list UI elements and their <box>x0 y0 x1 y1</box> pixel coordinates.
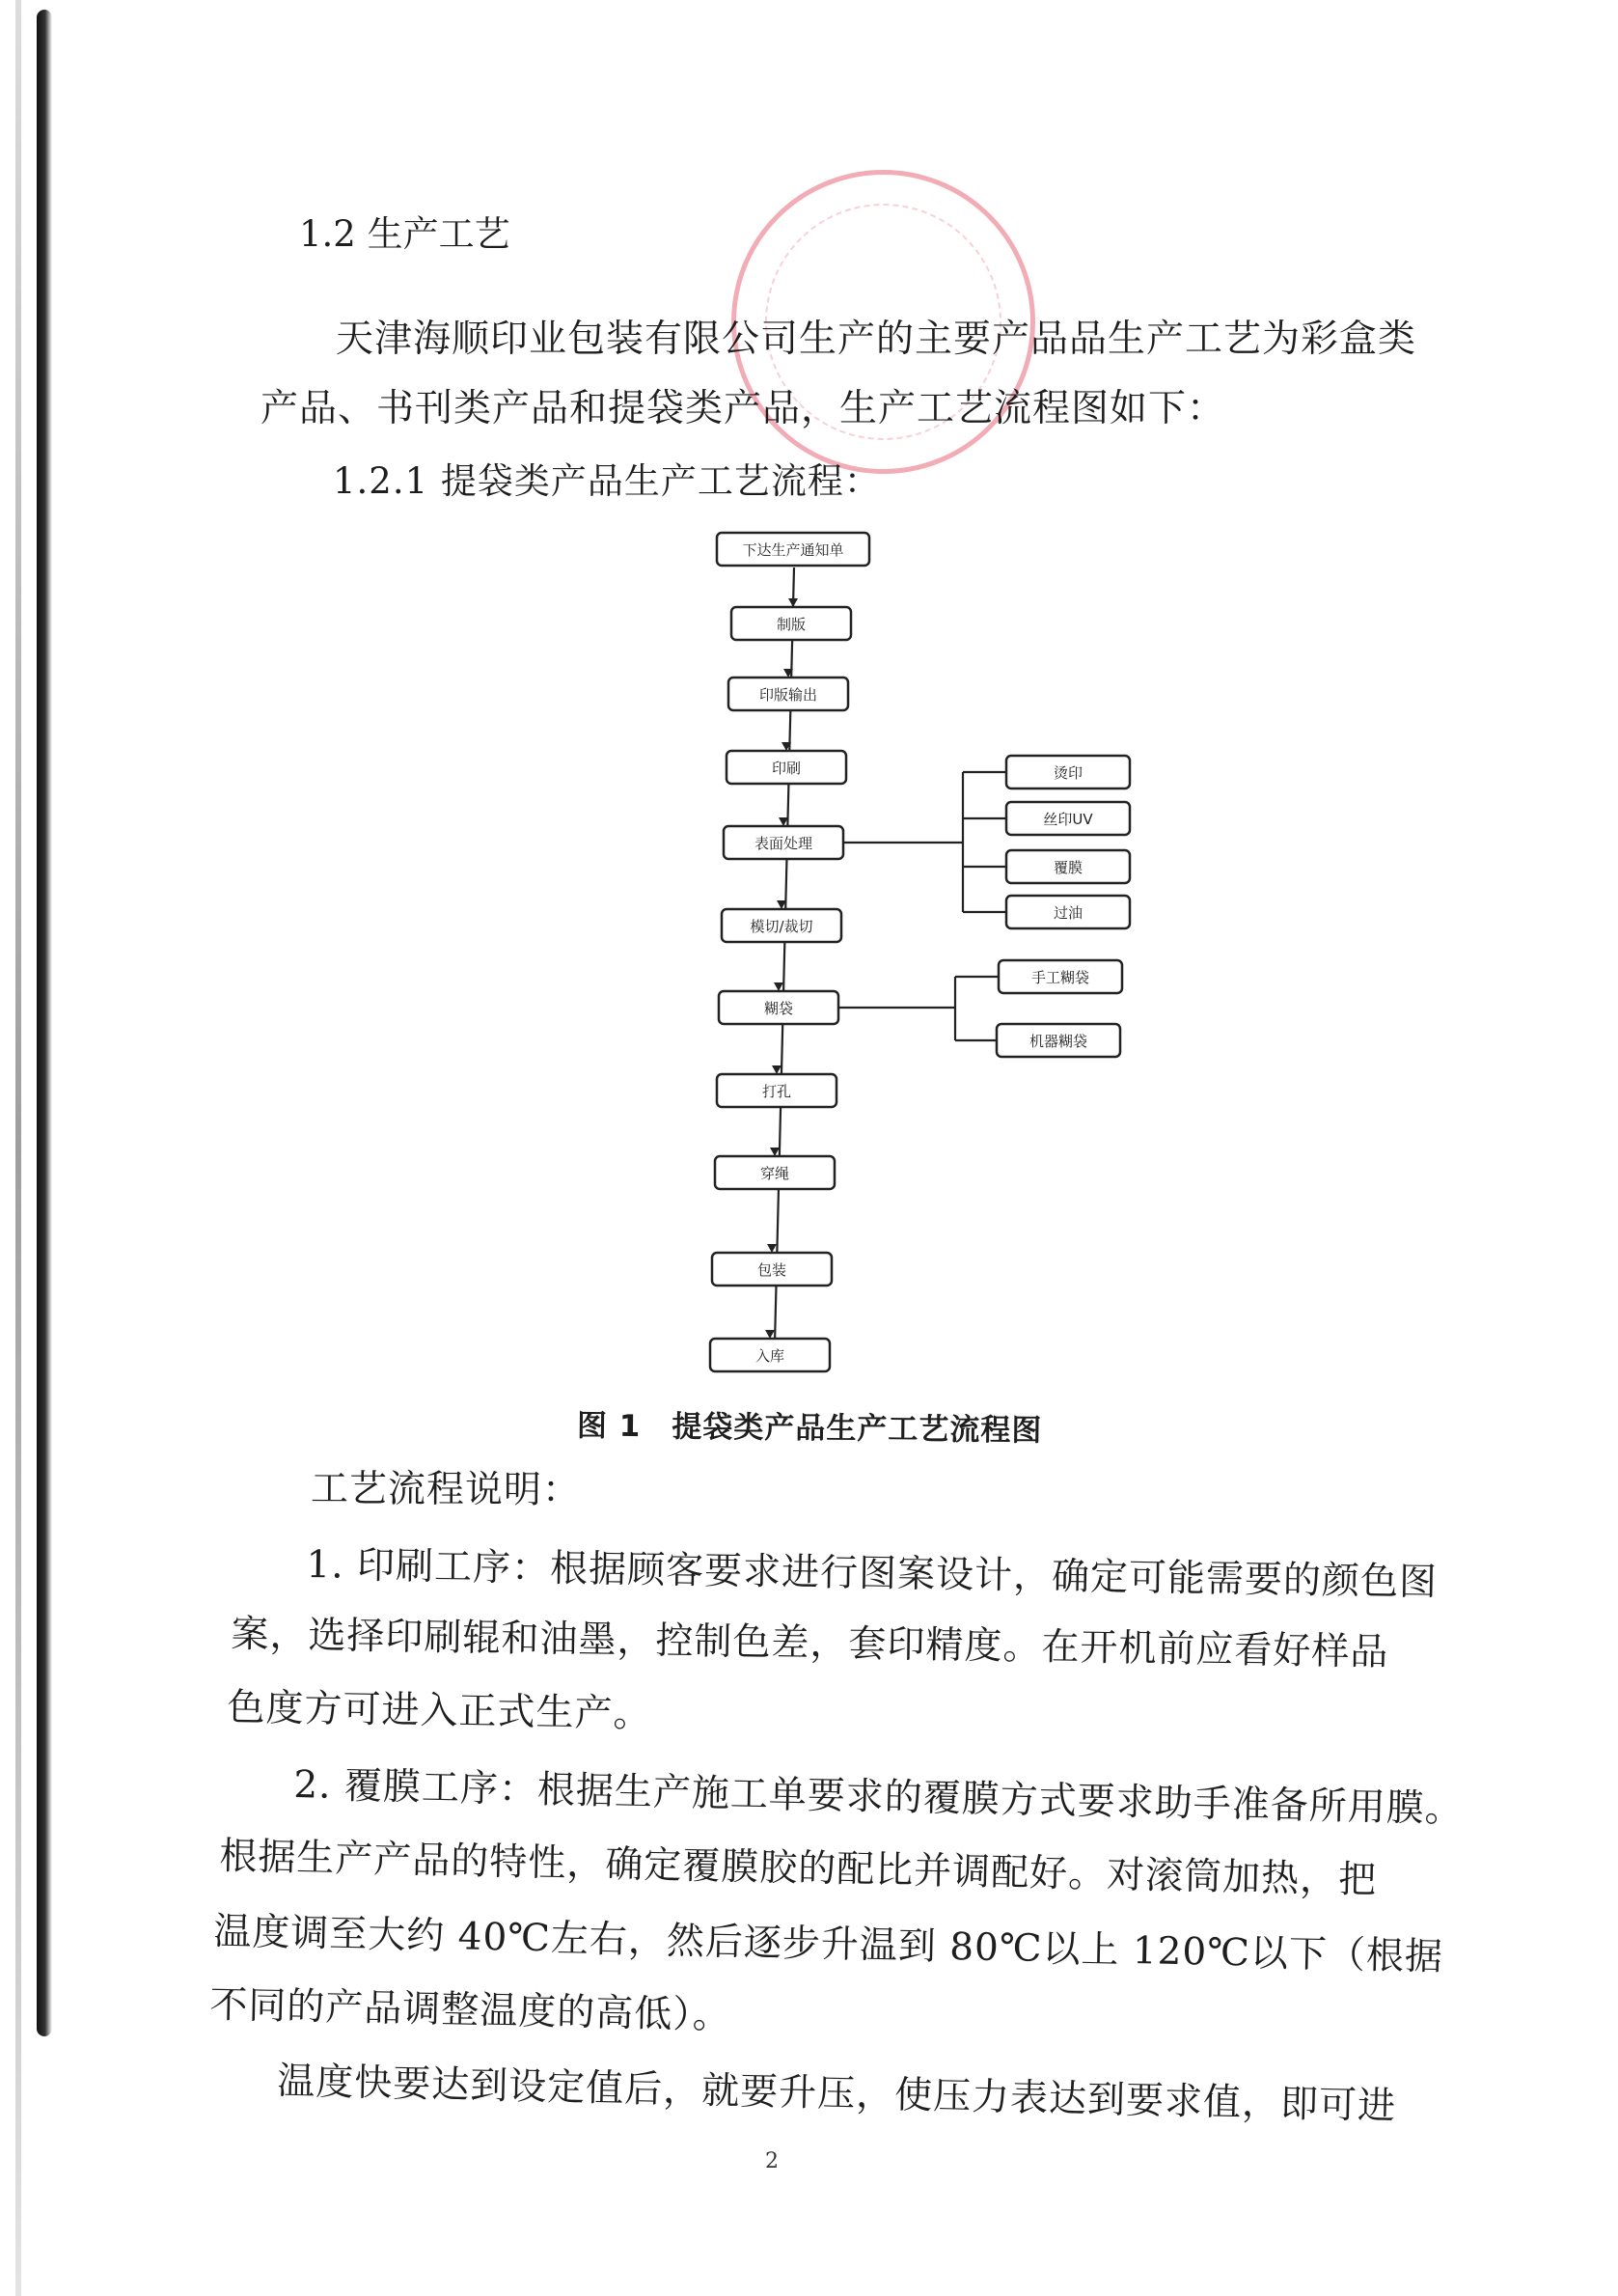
section-heading: 1.2 生产工艺 <box>299 213 510 255</box>
branch-varnish <box>1006 896 1130 928</box>
flow-step-plate-output-label: 印版输出 <box>758 686 818 704</box>
branch-hand-gluing <box>999 960 1122 993</box>
flow-step-diecut <box>722 909 841 942</box>
flow-step-punch-label: 打孔 <box>761 1083 792 1100</box>
item1-line-2: 案，选择印刷辊和油墨，控制色差，套印精度。在开机前应看好样品 <box>231 1612 1389 1674</box>
item1-line-1: 1. 印刷工序：根据顾客要求进行图案设计，确定可能需要的颜色图 <box>306 1542 1439 1605</box>
branch-uv-label: 丝印UV <box>1043 811 1093 828</box>
branch-hand-gluing-label: 手工糊袋 <box>1030 969 1090 986</box>
flow-step-print <box>727 751 846 784</box>
item2-line-2: 根据生产产品的特性，确定覆膜胶的配比并调配好。对滚筒加热，把 <box>218 1834 1378 1903</box>
flow-step-storage-label: 入库 <box>754 1347 785 1365</box>
flow-step-print-label: 印刷 <box>771 760 802 777</box>
item1-line-3: 色度方可进入正式生产。 <box>227 1685 652 1736</box>
flow-step-punch <box>717 1074 836 1107</box>
flow-step-notice <box>717 533 869 566</box>
item2-line-1: 2. 覆膜工序：根据生产施工单要求的覆膜方式要求助手准备所用膜。 <box>292 1762 1465 1832</box>
subsection-heading: 1.2.1 提袋类产品生产工艺流程： <box>333 460 881 502</box>
branch-lamination-label: 覆膜 <box>1053 859 1083 876</box>
item3-line-1: 温度快要达到设定值后，就要升压，使压力表达到要求值，即可进 <box>276 2059 1397 2129</box>
item2-line-4: 不同的产品调整温度的高低）。 <box>208 1982 732 2038</box>
flow-step-gluing-label: 糊袋 <box>763 1000 794 1017</box>
branch-hot-stamp-label: 烫印 <box>1053 764 1083 782</box>
flow-step-storage <box>710 1339 830 1371</box>
flow-step-notice-label: 下达生产通知单 <box>742 541 844 559</box>
intro-line-1: 天津海顺印业包装有限公司生产的主要产品品生产工艺为彩盒类 <box>336 318 1417 361</box>
branch-hot-stamp <box>1006 756 1130 788</box>
flow-step-plate <box>731 607 851 640</box>
item2-line-3: 温度调至大约 40℃左右，然后逐步升温到 80℃以上 120℃以下（根据 <box>212 1909 1444 1979</box>
figure-caption: 图 1 提袋类产品生产工艺流程图 <box>576 1408 1043 1449</box>
flow-step-diecut-label: 模切/裁切 <box>750 918 813 935</box>
flow-step-plate-label: 制版 <box>776 616 807 633</box>
branch-machine-gluing-label: 机器糊袋 <box>1028 1033 1088 1050</box>
flow-step-surface <box>724 826 843 859</box>
branch-machine-gluing <box>997 1024 1120 1057</box>
branch-varnish-label: 过油 <box>1053 904 1083 922</box>
flow-step-rope-label: 穿绳 <box>759 1165 790 1182</box>
gluing-branch-lines <box>838 977 999 1040</box>
branch-uv <box>1006 802 1130 835</box>
intro-line-2: 产品、书刊类产品和提袋类产品，生产工艺流程图如下： <box>261 387 1226 430</box>
flow-step-pack <box>712 1253 832 1286</box>
flow-step-rope <box>715 1156 835 1189</box>
flow-step-plate-output <box>728 678 848 710</box>
page-number: 2 <box>765 2149 779 2173</box>
surface-branch-lines <box>843 772 1006 912</box>
flow-step-gluing <box>719 991 838 1024</box>
explanation-title: 工艺流程说明： <box>310 1467 582 1512</box>
branch-lamination <box>1006 850 1130 883</box>
flow-step-pack-label: 包装 <box>756 1261 787 1279</box>
flow-step-surface-label: 表面处理 <box>754 835 813 852</box>
